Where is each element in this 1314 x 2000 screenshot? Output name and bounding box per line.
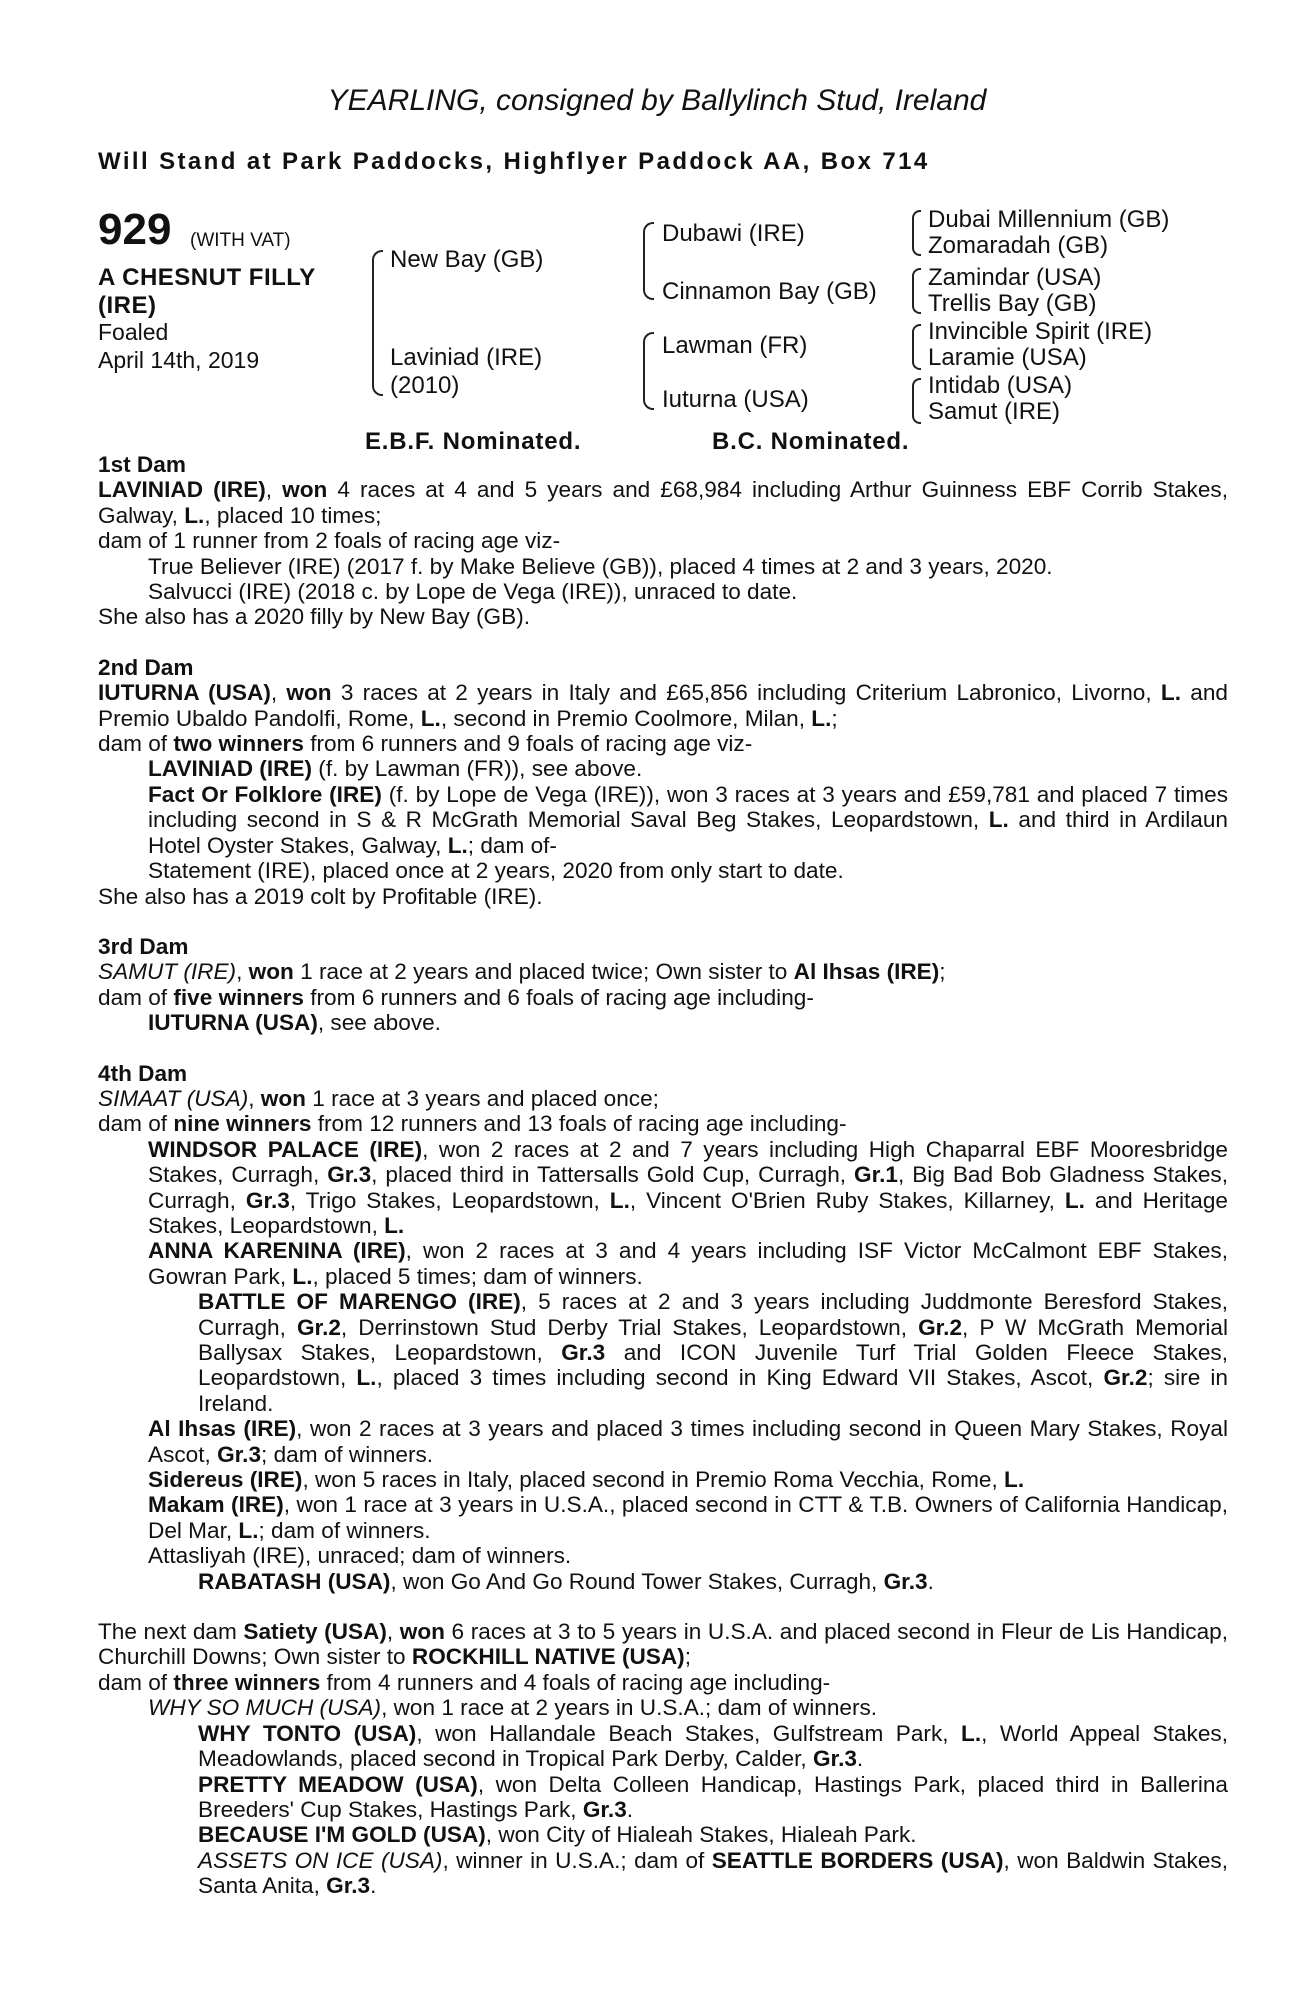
vat-note: (WITH VAT) — [190, 230, 291, 251]
section-heading: 1st Dam — [98, 452, 186, 477]
produce-entry: Al Ihsas (IRE), won 2 races at 3 years and placed 3 times including second in Queen Mary Stakes, Royal Ascot, Gr.3; dam of winners. — [148, 1416, 1229, 1467]
produce-entry: ANNA KARENINA (IRE), won 2 races at 3 and 4 years including ISF Victor McCalmont EBF Stakes, Gowran Park, L., placed 5 times; dam of winners. — [148, 1238, 1228, 1289]
pedigree-dam-year: (2010) — [390, 372, 460, 399]
lot-description-line2: (IRE) — [98, 292, 157, 319]
lot-number: 929 — [98, 205, 172, 254]
stable-location: Will Stand at Park Paddocks, Highflyer Paddock AA, Box 714 — [98, 148, 930, 175]
pedigree-brace-g4 — [912, 378, 921, 424]
produce-entry: BECAUSE I'M GOLD (USA), won City of Hialeah Stakes, Hialeah Park. — [198, 1822, 917, 1848]
pedigree-g8: Samut (IRE) — [928, 398, 1061, 425]
pedigree-brace-sire — [643, 222, 654, 300]
next-dam-entry: The next dam Satiety (USA), won 6 races at 3 to 5 years in U.S.A. and placed second in Fleur de Lis Handicap, Churchill Downs; Own sister to ROCKHILL NATIVE (USA); — [98, 1619, 1228, 1670]
pedigree-g2: Zomaradah (GB) — [928, 232, 1109, 259]
foaled-info — [98, 318, 259, 374]
produce-note: She also has a 2019 colt by Profitable (IRE). — [98, 883, 543, 909]
pedigree-dam: Laviniad (IRE) — [390, 344, 543, 371]
dam-entry: IUTURNA (USA), won 3 races at 2 years in Italy and £65,856 including Criterium Labronico, Livorno, L. and Premio Ubaldo Pandolfi, Rome, L., second in Premio Coolmore, Milan, L.; — [98, 680, 1228, 731]
pedigree-g7: Intidab (USA) — [928, 372, 1073, 399]
produce-entry: WHY SO MUCH (USA), won 1 race at 2 years in U.S.A.; dam of winners. — [148, 1695, 878, 1721]
foaled-date: April 14th, 2019 — [98, 347, 260, 373]
pedigree-g1: Dubai Millennium (GB) — [928, 206, 1170, 233]
produce-entry: True Believer (IRE) (2017 f. by Make Believe (GB)), placed 4 times at 2 and 3 years, 2020. — [148, 553, 1053, 579]
produce-entry: WHY TONTO (USA), won Hallandale Beach Stakes, Gulfstream Park, L., World Appeal Stakes, Meadowlands, placed second in Tropical Park Derby, Calder, Gr.3. — [198, 1720, 1228, 1772]
produce-summary: dam of five winners from 6 runners and 6 foals of racing age including- — [98, 984, 814, 1010]
produce-entry: Fact Or Folklore (IRE) (f. by Lope de Vega (IRE)), won 3 races at 3 years and £59,781 and placed 7 times including second in S & R McGrath Memorial Saval Beg Stakes, Leopardstown, L. and third in Ardilaun Hotel Oyster Stakes, Galway, L.; dam of- — [148, 781, 1229, 858]
section-heading: 2nd Dam — [98, 654, 194, 680]
dam-entry: SIMAAT (USA), won 1 race at 3 years and placed once; — [98, 1085, 659, 1111]
pedigree-brace-main — [372, 250, 383, 396]
lot-description — [98, 264, 316, 320]
dam-entry: SAMUT (IRE), won 1 race at 2 years and placed twice; Own sister to Al Ihsas (IRE); — [98, 959, 946, 985]
produce-entry: PRETTY MEADOW (USA), won Delta Colleen Handicap, Hastings Park, placed third in Ballerina Breeders' Cup Stakes, Hastings Park, Gr.3. — [198, 1771, 1228, 1822]
lot-description-line1: A CHESNUT FILLY — [98, 264, 316, 291]
pedigree-dam-sire: Lawman (FR) — [662, 332, 808, 359]
pedigree-g4: Trellis Bay (GB) — [928, 290, 1097, 317]
pedigree-brace-g3 — [912, 324, 921, 370]
produce-entry: LAVINIAD (IRE) (f. by Lawman (FR)), see above. — [148, 756, 643, 782]
foaled-label: Foaled — [98, 319, 169, 345]
pedigree-sire-sire: Dubawi (IRE) — [662, 220, 805, 247]
produce-entry: Statement (IRE), placed once at 2 years, 2020 from only start to date. — [148, 858, 844, 884]
produce-summary: dam of two winners from 6 runners and 9 foals of racing age viz- — [98, 731, 753, 757]
pedigree-brace-g2 — [912, 268, 921, 314]
produce-entry: BATTLE OF MARENGO (IRE), 5 races at 2 and 3 years including Juddmonte Beresford Stakes, Curragh, Gr.2, Derrinstown Stud Derby Trial Stakes, Leopardstown, Gr.2, P W McGrath Memorial Ballysax Stakes, Leopardstown, Gr.3 and ICON Juvenile Turf Trial Golden Fleece Stakes, Leopardstown, L., placed 3 times including second in King Edward VII Stakes, Ascot, Gr.2; sire in Ireland. — [198, 1289, 1229, 1416]
produce-entry: Makam (IRE), won 1 race at 3 years in U.S.A., placed second in CTT & T.B. Owners of California Handicap, Del Mar, L.; dam of winners. — [148, 1492, 1228, 1543]
produce-entry: RABATASH (USA), won Go And Go Round Tower Stakes, Curragh, Gr.3. — [198, 1568, 934, 1594]
produce-entry: Sidereus (IRE), won 5 races in Italy, placed second in Premio Roma Vecchia, Rome, L. — [148, 1467, 1025, 1493]
pedigree-g5: Invincible Spirit (IRE) — [928, 318, 1153, 345]
ebf-nominated: E.B.F. Nominated. — [365, 428, 582, 455]
produce-entry: WINDSOR PALACE (IRE), won 2 races at 2 and 7 years including High Chaparral EBF Mooresbridge Stakes, Curragh, Gr.3, placed third in Tattersalls Gold Cup, Curragh, Gr.1, Big Bad Bob Gladness Stakes, Curragh, Gr.3, Trigo Stakes, Leopardstown, L., Vincent O'Brien Ruby Stakes, Killarney, L. and Heritage Stakes, Leopardstown, L. — [148, 1136, 1228, 1238]
produce-note: She also has a 2020 filly by New Bay (GB). — [98, 604, 530, 630]
pedigree-dam-dam: Iuturna (USA) — [662, 386, 809, 413]
pedigree-brace-dam — [643, 332, 654, 410]
dam-entry: LAVINIAD (IRE), won 4 races at 4 and 5 years and £68,984 including Arthur Guinness EBF Corrib Stakes, Galway, L., placed 10 times; — [98, 477, 1228, 528]
pedigree-g3: Zamindar (USA) — [928, 264, 1102, 291]
family-details — [98, 452, 1228, 1899]
section-heading: 3rd Dam — [98, 933, 189, 959]
produce-entry: Attasliyah (IRE), unraced; dam of winners. — [148, 1543, 572, 1569]
produce-summary: dam of 1 runner from 2 foals of racing age viz- — [98, 528, 561, 554]
pedigree-g6: Laramie (USA) — [928, 344, 1087, 371]
bc-nominated: B.C. Nominated. — [712, 428, 910, 455]
produce-entry: ASSETS ON ICE (USA), winner in U.S.A.; dam of SEATTLE BORDERS (USA), won Baldwin Stakes, Santa Anita, Gr.3. — [198, 1847, 1228, 1899]
produce-summary: dam of three winners from 4 runners and 4 foals of racing age including- — [98, 1669, 831, 1695]
section-heading: 4th Dam — [98, 1060, 188, 1086]
produce-entry: Salvucci (IRE) (2018 c. by Lope de Vega (IRE)), unraced to date. — [148, 579, 798, 605]
pedigree-sire-dam: Cinnamon Bay (GB) — [662, 278, 877, 305]
catalogue-title: YEARLING, consigned by Ballylinch Stud, Ireland — [327, 84, 987, 117]
pedigree-sire: New Bay (GB) — [390, 246, 544, 273]
pedigree-brace-g1 — [912, 210, 921, 256]
produce-entry: IUTURNA (USA), see above. — [148, 1010, 441, 1036]
produce-summary: dam of nine winners from 12 runners and 13 foals of racing age including- — [98, 1111, 847, 1137]
